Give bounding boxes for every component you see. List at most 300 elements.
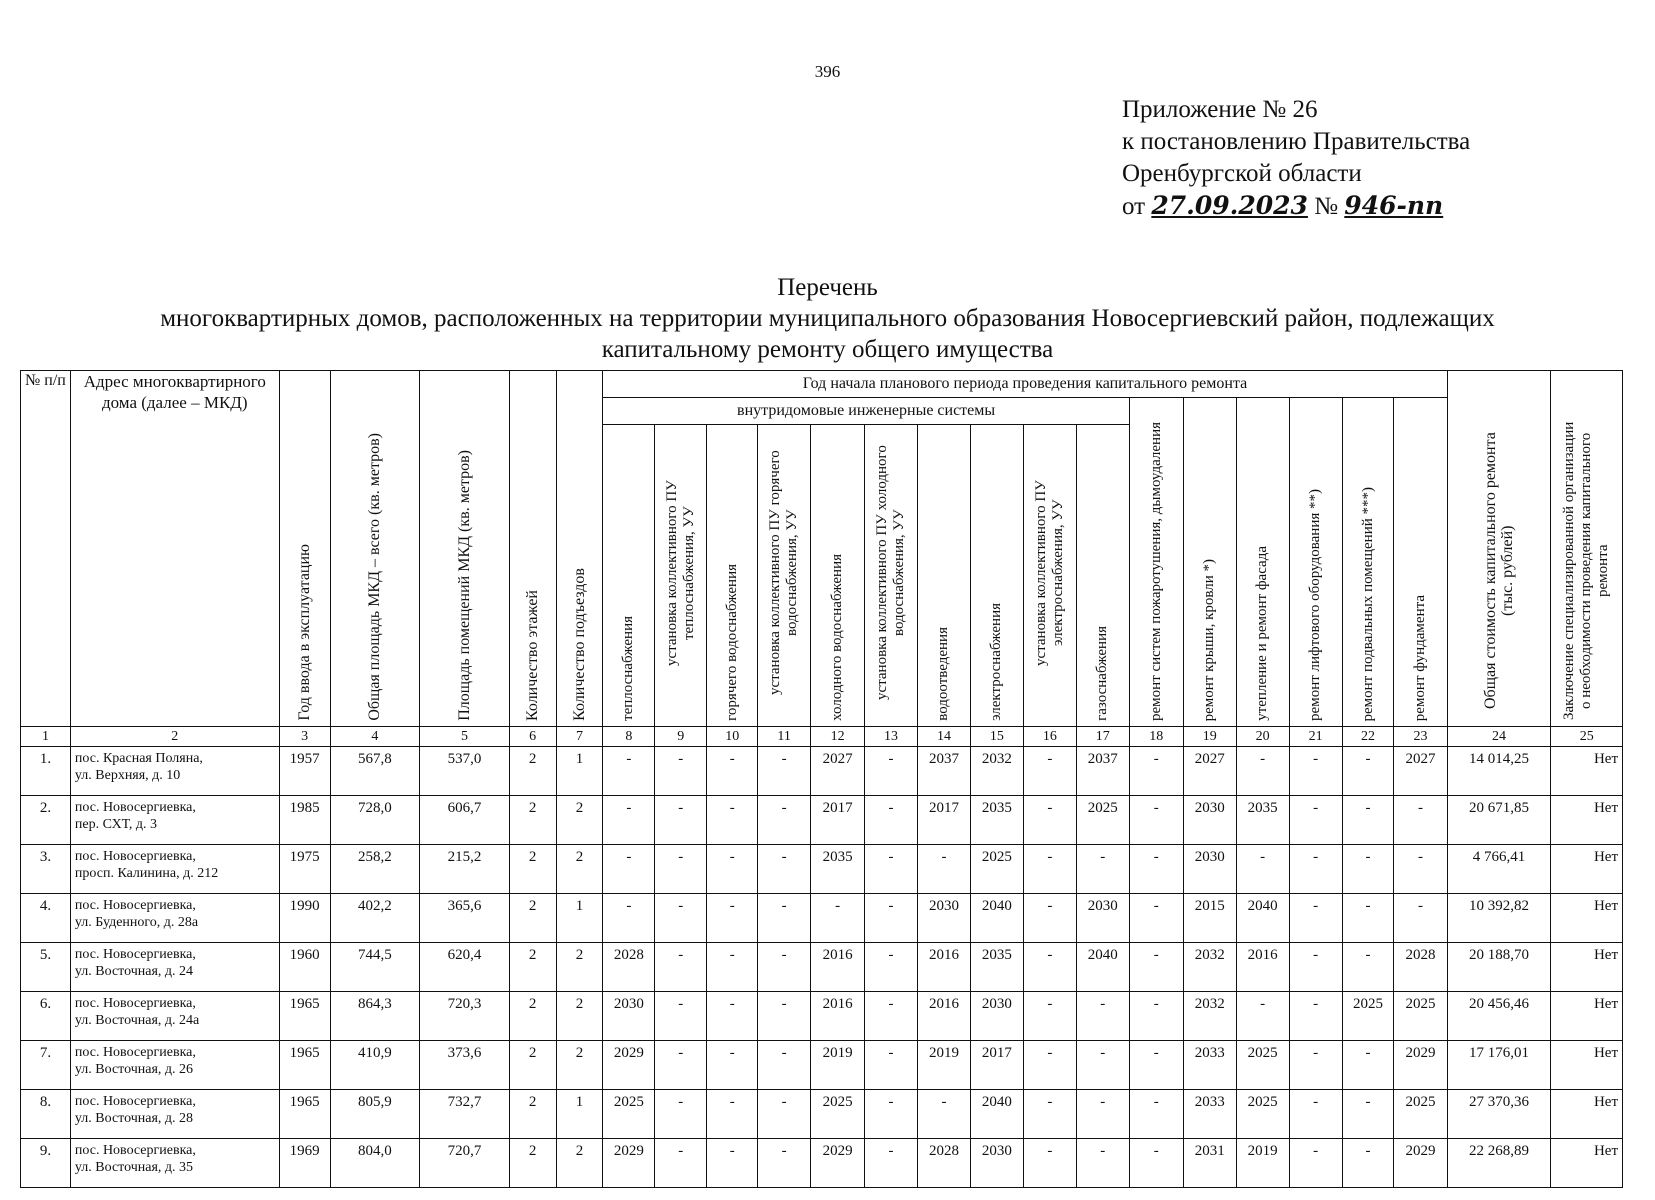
table-cell: 2031: [1183, 1139, 1236, 1188]
table-cell: -: [758, 1090, 811, 1139]
table-cell: -: [1129, 747, 1183, 796]
column-number: 14: [918, 727, 971, 747]
table-cell: 2017: [970, 1041, 1023, 1090]
table-cell: 2017: [811, 796, 865, 845]
table-cell: -: [1289, 992, 1342, 1041]
column-number: 8: [603, 727, 655, 747]
table-cell: 2: [556, 943, 603, 992]
table-row: [21, 845, 1623, 894]
address-line-2: ул. Восточная, д. 35: [74, 1160, 194, 1175]
header-heat-meter: установка коллективного ПУ теплоснабжения, УУ: [655, 425, 707, 727]
table-cell: 2033: [1183, 1041, 1236, 1090]
address-line-1: пос. Новосергиевка,: [74, 849, 196, 864]
table-cell: 1969: [279, 1139, 330, 1188]
table-cell: -: [1394, 845, 1447, 894]
table-row: [21, 943, 1623, 992]
table-cell: 1965: [279, 1041, 330, 1090]
table-cell: -: [603, 747, 655, 796]
table-cell: -: [707, 796, 758, 845]
column-number: 6: [509, 727, 556, 747]
column-number: 3: [279, 727, 330, 747]
column-number: 11: [758, 727, 811, 747]
table-cell: 2040: [1236, 894, 1289, 943]
table-cell: -: [1342, 1090, 1394, 1139]
table-cell: -: [865, 1041, 918, 1090]
table-cell: 864,3: [330, 992, 420, 1041]
table-cell: -: [1076, 1041, 1129, 1090]
table-cell: -: [1129, 894, 1183, 943]
table-cell: 2029: [603, 1041, 655, 1090]
table-cell: 2019: [811, 1041, 865, 1090]
table-cell: -: [1023, 845, 1076, 894]
header-total-area: Общая площадь МКД – всего (кв. метров): [330, 371, 420, 727]
row-address: [70, 796, 279, 845]
header-entrances: Количество подъездов: [556, 371, 603, 727]
table-cell: 215,2: [420, 845, 510, 894]
appendix-line-3: Оренбургской области: [1122, 160, 1362, 187]
table-cell: 2: [509, 894, 556, 943]
table-cell: -: [1342, 1139, 1394, 1188]
table-cell: 20 456,46: [1447, 992, 1551, 1041]
column-number: 13: [865, 727, 918, 747]
table-cell: Нет: [1551, 747, 1623, 796]
table-cell: Нет: [1551, 845, 1623, 894]
row-address: [70, 943, 279, 992]
table-cell: 2029: [603, 1139, 655, 1188]
table-cell: -: [1129, 1139, 1183, 1188]
table-cell: 2025: [1394, 992, 1447, 1041]
table-row: [21, 894, 1623, 943]
table-cell: 2016: [1236, 943, 1289, 992]
table-cell: 2030: [970, 1139, 1023, 1188]
table-cell: 2: [509, 1041, 556, 1090]
table-cell: 402,2: [330, 894, 420, 943]
table-cell: Нет: [1551, 796, 1623, 845]
table-cell: 2: [509, 747, 556, 796]
column-number: 17: [1076, 727, 1129, 747]
table-cell: -: [918, 845, 971, 894]
table-cell: 2019: [1236, 1139, 1289, 1188]
table-cell: Нет: [1551, 992, 1623, 1041]
table-cell: -: [655, 1090, 707, 1139]
header-electric: электроснабжения: [970, 425, 1023, 727]
column-number: 22: [1342, 727, 1394, 747]
address-line-1: пос. Новосергиевка,: [74, 996, 196, 1011]
table-cell: -: [1342, 1041, 1394, 1090]
row-number: 7.: [21, 1041, 71, 1090]
table-cell: -: [1236, 992, 1289, 1041]
header-facade: утепление и ремонт фасада: [1236, 398, 1289, 727]
table-cell: 2016: [811, 943, 865, 992]
repair-table: [20, 370, 1623, 1188]
table-cell: 2030: [1076, 894, 1129, 943]
table-cell: 2019: [918, 1041, 971, 1090]
table-cell: -: [707, 943, 758, 992]
table-cell: -: [655, 894, 707, 943]
table-cell: -: [655, 796, 707, 845]
header-sewer: водоотведения: [918, 425, 971, 727]
table-cell: 732,7: [420, 1090, 510, 1139]
table-cell: 2033: [1183, 1090, 1236, 1139]
table-cell: -: [1394, 796, 1447, 845]
row-number: 2.: [21, 796, 71, 845]
table-cell: 2027: [1394, 747, 1447, 796]
table-cell: 22 268,89: [1447, 1139, 1551, 1188]
table-cell: -: [1023, 992, 1076, 1041]
table-cell: 2035: [811, 845, 865, 894]
address-line-1: пос. Новосергиевка,: [74, 898, 196, 913]
table-cell: 2040: [1076, 943, 1129, 992]
table-cell: -: [1076, 845, 1129, 894]
table-cell: 2035: [1236, 796, 1289, 845]
address-line-1: пос. Новосергиевка,: [74, 947, 196, 962]
table-cell: -: [758, 1041, 811, 1090]
address-line-1: пос. Новосергиевка,: [74, 1143, 196, 1158]
table-cell: 2016: [811, 992, 865, 1041]
table-cell: -: [1289, 1139, 1342, 1188]
column-number: 1: [21, 727, 71, 747]
column-number: 19: [1183, 727, 1236, 747]
header-foundation: ремонт фундамента: [1394, 398, 1447, 727]
table-cell: 2032: [1183, 943, 1236, 992]
document-title: [0, 272, 1655, 365]
table-cell: 2040: [970, 894, 1023, 943]
header-heat: теплоснабжения: [603, 425, 655, 727]
table-cell: 2040: [970, 1090, 1023, 1139]
table-cell: -: [865, 845, 918, 894]
table-cell: 1965: [279, 992, 330, 1041]
appendix-line-1: Приложение № 26: [1122, 96, 1318, 123]
table-cell: 2029: [1394, 1041, 1447, 1090]
table-cell: 2037: [918, 747, 971, 796]
table-body: [21, 747, 1623, 1188]
header-cost: Общая стоимость капитального ремонта (тыс. рублей): [1447, 371, 1551, 727]
table-cell: -: [1076, 992, 1129, 1041]
header-systems-group: внутридомовые инженерные системы: [603, 398, 1129, 425]
table-cell: -: [707, 1139, 758, 1188]
table-cell: -: [758, 796, 811, 845]
table-cell: 2025: [603, 1090, 655, 1139]
row-number: 3.: [21, 845, 71, 894]
table-cell: 606,7: [420, 796, 510, 845]
table-cell: -: [758, 845, 811, 894]
header-floors: Количество этажей: [509, 371, 556, 727]
table-row: [21, 1090, 1623, 1139]
table-cell: 2: [509, 943, 556, 992]
row-address: [70, 845, 279, 894]
column-number: 20: [1236, 727, 1289, 747]
row-number: 8.: [21, 1090, 71, 1139]
table-cell: 4 766,41: [1447, 845, 1551, 894]
appendix-date: 27.09.2023: [1151, 191, 1308, 220]
appendix-number-sign: №: [1314, 193, 1339, 220]
table-cell: 1990: [279, 894, 330, 943]
table-cell: 2: [556, 845, 603, 894]
table-cell: 17 176,01: [1447, 1041, 1551, 1090]
table-cell: -: [603, 796, 655, 845]
column-number: 24: [1447, 727, 1551, 747]
table-cell: 2028: [1394, 943, 1447, 992]
table-cell: 1957: [279, 747, 330, 796]
address-line-2: ул. Восточная, д. 28: [74, 1111, 194, 1126]
table-cell: 2: [509, 992, 556, 1041]
table-cell: 2027: [811, 747, 865, 796]
table-cell: -: [1023, 796, 1076, 845]
table-cell: 2: [509, 1090, 556, 1139]
title-line-3: капитальному ремонту общего имущества: [601, 336, 1054, 363]
address-line-1: пос. Новосергиевка,: [74, 800, 196, 815]
table-cell: 2: [556, 1041, 603, 1090]
table-cell: 2025: [970, 845, 1023, 894]
table-cell: 10 392,82: [1447, 894, 1551, 943]
header-conclusion: Заключение специализированной организации о необходимости проведения капитального ремонта: [1551, 371, 1623, 727]
table-cell: 2: [556, 796, 603, 845]
table-cell: 2: [509, 845, 556, 894]
address-line-1: пос. Новосергиевка,: [74, 1094, 196, 1109]
table-cell: -: [1076, 1090, 1129, 1139]
table-cell: 2016: [918, 992, 971, 1041]
table-cell: -: [655, 747, 707, 796]
table-cell: 2035: [970, 943, 1023, 992]
table-row: [21, 747, 1623, 796]
header-cold-water-meter: установка коллективного ПУ холодного водоснабжения, УУ: [865, 425, 918, 727]
table-cell: 1965: [279, 1090, 330, 1139]
table-cell: -: [1129, 1090, 1183, 1139]
table-cell: -: [1129, 992, 1183, 1041]
table-cell: -: [1289, 796, 1342, 845]
header-cold-water: холодного водоснабжения: [811, 425, 865, 727]
table-cell: -: [707, 747, 758, 796]
table-row: [21, 992, 1623, 1041]
table-cell: Нет: [1551, 1041, 1623, 1090]
table-cell: -: [758, 992, 811, 1041]
table-cell: -: [1342, 894, 1394, 943]
table-cell: -: [655, 943, 707, 992]
table-cell: 2025: [1342, 992, 1394, 1041]
appendix-block: [1122, 94, 1470, 223]
table-cell: Нет: [1551, 894, 1623, 943]
table-cell: -: [1023, 894, 1076, 943]
table-cell: -: [1023, 1041, 1076, 1090]
table-cell: 1975: [279, 845, 330, 894]
row-number: 4.: [21, 894, 71, 943]
table-cell: -: [1289, 1041, 1342, 1090]
header-gas: газоснабжения: [1076, 425, 1129, 727]
column-number: 23: [1394, 727, 1447, 747]
table-cell: 20 188,70: [1447, 943, 1551, 992]
column-number: 15: [970, 727, 1023, 747]
table-cell: Нет: [1551, 943, 1623, 992]
table-cell: 2025: [811, 1090, 865, 1139]
table-cell: 2025: [1236, 1041, 1289, 1090]
table-cell: 2030: [970, 992, 1023, 1041]
table-cell: -: [1236, 747, 1289, 796]
table-cell: -: [758, 943, 811, 992]
table-cell: 2025: [1394, 1090, 1447, 1139]
column-number: 21: [1289, 727, 1342, 747]
table-cell: -: [603, 894, 655, 943]
address-line-1: пос. Новосергиевка,: [74, 1045, 196, 1060]
header-premises-area: Площадь помещений МКД (кв. метров): [420, 371, 510, 727]
column-number: 25: [1551, 727, 1623, 747]
table-cell: -: [1129, 845, 1183, 894]
row-number: 1.: [21, 747, 71, 796]
table-cell: -: [707, 1090, 758, 1139]
address-line-2: ул. Восточная, д. 24а: [74, 1013, 200, 1028]
header-address: Адрес многоквартирного дома (далее – МКД): [70, 371, 279, 727]
header-hot-water-meter: установка коллективного ПУ горячего водоснабжения, УУ: [758, 425, 811, 727]
table-cell: -: [1289, 845, 1342, 894]
row-address: [70, 1041, 279, 1090]
table-cell: 2030: [918, 894, 971, 943]
table-cell: 2025: [1076, 796, 1129, 845]
table-cell: -: [1129, 943, 1183, 992]
table-cell: -: [1289, 1090, 1342, 1139]
column-number: 16: [1023, 727, 1076, 747]
table-cell: 567,8: [330, 747, 420, 796]
table-cell: -: [1394, 894, 1447, 943]
table-cell: -: [707, 894, 758, 943]
column-number: 5: [420, 727, 510, 747]
table-cell: -: [1289, 747, 1342, 796]
address-line-2: ул. Буденного, д. 28а: [74, 915, 199, 930]
table-cell: 720,3: [420, 992, 510, 1041]
header-period-group: Год начала планового периода проведения капитального ремонта: [603, 371, 1447, 398]
table-cell: 2: [556, 1139, 603, 1188]
table-cell: 365,6: [420, 894, 510, 943]
table-cell: -: [655, 1041, 707, 1090]
header-num: № п/п: [21, 371, 71, 727]
table-cell: -: [1236, 845, 1289, 894]
table-cell: 728,0: [330, 796, 420, 845]
address-line-2: пер. СХТ, д. 3: [74, 817, 157, 832]
table-cell: 2030: [1183, 845, 1236, 894]
table-cell: 2025: [1236, 1090, 1289, 1139]
table-cell: Нет: [1551, 1139, 1623, 1188]
table-row: [21, 796, 1623, 845]
table-cell: 2: [509, 796, 556, 845]
table-cell: -: [603, 845, 655, 894]
table-cell: -: [1129, 796, 1183, 845]
table-cell: -: [1023, 1139, 1076, 1188]
table-cell: 20 671,85: [1447, 796, 1551, 845]
table-cell: -: [918, 1090, 971, 1139]
table-cell: -: [707, 992, 758, 1041]
table-cell: -: [655, 992, 707, 1041]
table-cell: 2017: [918, 796, 971, 845]
table-cell: Нет: [1551, 1090, 1623, 1139]
table-cell: -: [865, 1090, 918, 1139]
address-line-2: ул. Восточная, д. 24: [74, 964, 194, 979]
table-cell: 1: [556, 1090, 603, 1139]
address-line-2: ул. Верхняя, д. 10: [74, 768, 181, 783]
table-cell: -: [758, 894, 811, 943]
table-cell: -: [1023, 747, 1076, 796]
row-number: 6.: [21, 992, 71, 1041]
row-number: 5.: [21, 943, 71, 992]
table-cell: 2037: [1076, 747, 1129, 796]
table-cell: -: [1023, 943, 1076, 992]
page-number: 396: [814, 62, 841, 81]
table-cell: 2: [556, 992, 603, 1041]
table-cell: 2015: [1183, 894, 1236, 943]
table-cell: -: [1342, 796, 1394, 845]
table-cell: 2016: [918, 943, 971, 992]
table-cell: -: [865, 1139, 918, 1188]
column-number: 7: [556, 727, 603, 747]
table-cell: 805,9: [330, 1090, 420, 1139]
table-cell: -: [1289, 894, 1342, 943]
table-cell: 2035: [970, 796, 1023, 845]
address-line-2: просп. Калинина, д. 212: [74, 866, 219, 881]
header-lift: ремонт лифтового оборудования **): [1289, 398, 1342, 727]
table-cell: 2029: [1394, 1139, 1447, 1188]
table-cell: 2028: [603, 943, 655, 992]
appendix-from: от: [1122, 193, 1146, 220]
address-line-2: ул. Восточная, д. 26: [74, 1062, 194, 1077]
table-cell: 1: [556, 894, 603, 943]
table-cell: 258,2: [330, 845, 420, 894]
header-basement: ремонт подвальных помещений ***): [1342, 398, 1394, 727]
header-electric-meter: установка коллективного ПУ электроснабжения, УУ: [1023, 425, 1076, 727]
table-cell: 2030: [603, 992, 655, 1041]
row-address: [70, 1090, 279, 1139]
column-number: 9: [655, 727, 707, 747]
row-address: [70, 1139, 279, 1188]
table-cell: -: [758, 747, 811, 796]
table-cell: -: [1342, 845, 1394, 894]
table-cell: 2032: [970, 747, 1023, 796]
header-fire: ремонт систем пожаротушения, дымоудаления: [1129, 398, 1183, 727]
row-address: [70, 747, 279, 796]
table-cell: -: [655, 845, 707, 894]
appendix-line-4: [1122, 190, 1470, 223]
row-number: 9.: [21, 1139, 71, 1188]
table-cell: -: [1342, 747, 1394, 796]
column-number: 18: [1129, 727, 1183, 747]
table-cell: 373,6: [420, 1041, 510, 1090]
column-number: 4: [330, 727, 420, 747]
table-cell: -: [865, 992, 918, 1041]
header-hot-water: горячего водоснабжения: [707, 425, 758, 727]
column-number-row: [21, 727, 1623, 747]
column-number: 12: [811, 727, 865, 747]
title-line-2: многоквартирных домов, расположенных на территории муниципального образования Новосергиевский район, подлежащих: [160, 305, 1495, 332]
row-address: [70, 992, 279, 1041]
column-number: 2: [70, 727, 279, 747]
table-cell: 2029: [811, 1139, 865, 1188]
table-cell: -: [865, 943, 918, 992]
table-cell: -: [707, 1041, 758, 1090]
table-cell: -: [865, 796, 918, 845]
table-cell: -: [1023, 1090, 1076, 1139]
table-cell: -: [1342, 943, 1394, 992]
table-cell: 2032: [1183, 992, 1236, 1041]
table-cell: 804,0: [330, 1139, 420, 1188]
table-cell: -: [865, 894, 918, 943]
row-address: [70, 894, 279, 943]
appendix-line-2: к постановлению Правительства: [1122, 128, 1471, 155]
table-cell: 14 014,25: [1447, 747, 1551, 796]
header-year: Год ввода в эксплуатацию: [279, 371, 330, 727]
table-cell: -: [707, 845, 758, 894]
column-number: 10: [707, 727, 758, 747]
table-cell: 620,4: [420, 943, 510, 992]
table-cell: 410,9: [330, 1041, 420, 1090]
appendix-doc-number: 946-пп: [1344, 191, 1444, 220]
table-cell: 2027: [1183, 747, 1236, 796]
table-cell: -: [1289, 943, 1342, 992]
